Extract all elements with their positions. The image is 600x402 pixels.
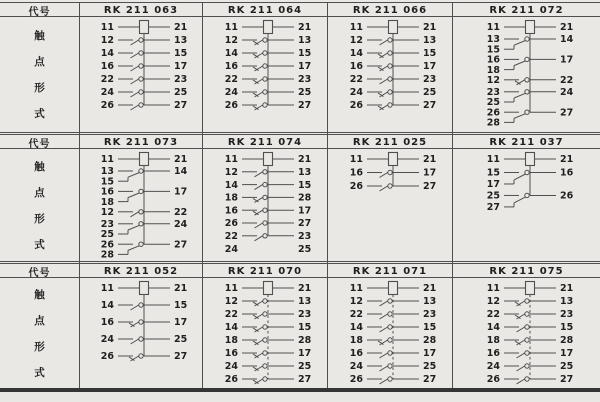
coil-symbol (264, 21, 273, 34)
terminal-label: 18 (224, 335, 238, 347)
body-row (0, 278, 600, 388)
terminal-label: 26 (224, 218, 238, 230)
terminal-label: 11 (349, 154, 363, 166)
contact-diagram-cell (203, 278, 328, 388)
terminal-label: 11 (486, 283, 500, 295)
terminal-label: 16 (486, 348, 500, 360)
terminal-label: 21 (559, 283, 573, 295)
terminal-label: 27 (486, 202, 500, 214)
terminal-label: 15 (423, 48, 437, 60)
contact-form-label-char: 触 (34, 288, 45, 301)
terminal-label: 17 (423, 348, 437, 360)
terminal-label: 13 (298, 296, 312, 308)
terminal-label: 12 (100, 207, 114, 218)
model-header-cell: RK 211 070 (203, 264, 328, 279)
terminal-label: 11 (100, 154, 114, 166)
contact-form-label-column (0, 278, 80, 388)
terminal-label: 16 (100, 61, 114, 73)
terminal-label: 24 (559, 87, 573, 98)
terminal-label: 16 (349, 61, 363, 73)
terminal-label: 23 (559, 309, 573, 321)
terminal-label: 24 (100, 334, 114, 346)
terminal-label: 26 (224, 374, 238, 386)
terminal-label: 22 (224, 309, 238, 321)
terminal-label: 12 (486, 296, 500, 308)
terminal-label: 25 (298, 361, 312, 373)
terminal-label: 15 (423, 322, 437, 334)
terminal-label: 28 (423, 335, 437, 347)
terminal-label: 24 (349, 361, 363, 373)
terminal-label: 23 (486, 87, 500, 98)
terminal-label: 11 (486, 154, 500, 166)
contact-diagram (328, 17, 452, 132)
model-header-cell: RK 211 075 (489, 266, 564, 277)
terminal-label: 27 (559, 107, 573, 119)
contact-form-label-char: 式 (34, 238, 45, 251)
terminal-label: 21 (298, 283, 312, 295)
terminal-label: 22 (486, 309, 500, 321)
terminal-label: 28 (100, 249, 114, 261)
header-row (0, 3, 600, 17)
terminal-label: 27 (174, 239, 188, 251)
terminal-label: 23 (100, 219, 114, 230)
terminal-label: 22 (224, 231, 238, 242)
contact-diagram (454, 149, 600, 261)
coil-symbol (264, 282, 273, 295)
model-header-cell: RK 211 064 (203, 3, 328, 18)
terminal-label: 26 (486, 374, 500, 386)
terminal-label: 11 (100, 283, 114, 295)
contact-diagram-cell (203, 149, 328, 261)
terminal-label: 11 (224, 154, 238, 166)
contact-diagram-cell (328, 149, 453, 261)
terminal-label: 26 (486, 107, 500, 119)
terminal-label: 15 (559, 322, 573, 334)
terminal-label: 26 (100, 351, 114, 363)
code-header-cell: 代号 (0, 135, 80, 150)
terminal-label: 21 (423, 283, 437, 295)
terminal-label: 27 (174, 351, 188, 363)
terminal-label: 27 (423, 374, 437, 386)
terminal-label: 26 (100, 239, 114, 251)
terminal-label: 17 (298, 205, 312, 217)
terminal-label: 27 (559, 374, 573, 386)
terminal-label: 18 (100, 196, 114, 208)
terminal-label: 25 (100, 229, 114, 241)
contact-diagram (203, 149, 327, 261)
contact-form-label-column (0, 149, 80, 261)
coil-symbol (140, 153, 149, 166)
terminal-label: 15 (174, 48, 188, 60)
contact-diagram-cell (328, 17, 453, 132)
terminal-label: 21 (174, 154, 188, 166)
terminal-label: 25 (174, 87, 188, 99)
terminal-label: 18 (349, 335, 363, 347)
terminal-label: 13 (174, 35, 188, 47)
coil-symbol (389, 153, 398, 166)
terminal-label: 27 (298, 218, 312, 230)
terminal-label: 21 (423, 154, 437, 166)
terminal-label: 16 (100, 186, 114, 198)
terminal-label: 24 (224, 361, 238, 373)
terminal-label: 22 (349, 309, 363, 321)
contact-form-label-char: 形 (34, 82, 45, 94)
terminal-label: 12 (349, 35, 363, 47)
table-bottom-border (0, 388, 600, 392)
terminal-label: 26 (349, 181, 363, 193)
terminal-label: 11 (224, 22, 238, 34)
body-row (0, 17, 600, 132)
terminal-label: 12 (224, 35, 238, 47)
terminal-label: 13 (100, 166, 114, 178)
terminal-label: 17 (174, 61, 188, 73)
contact-diagram (80, 17, 202, 132)
terminal-label: 23 (174, 74, 188, 86)
terminal-label: 12 (224, 167, 238, 178)
coil-symbol (389, 21, 398, 34)
contact-form-label-column (0, 17, 80, 132)
terminal-label: 25 (486, 97, 500, 109)
contact-diagram-cell (328, 278, 453, 388)
terminal-label: 23 (298, 309, 312, 321)
coil-symbol (525, 21, 534, 34)
terminal-label: 24 (174, 219, 188, 230)
model-header-cell: RK 211 071 (328, 264, 453, 279)
coil-symbol (140, 21, 149, 34)
body-row (0, 149, 600, 261)
terminal-label: 27 (174, 100, 188, 112)
contact-diagram (80, 149, 202, 261)
terminal-label: 17 (298, 348, 312, 360)
terminal-label: 15 (100, 176, 114, 188)
terminal-label: 15 (486, 167, 500, 179)
terminal-label: 27 (423, 181, 437, 193)
model-header-cell: RK 211 074 (203, 135, 328, 150)
terminal-label: 14 (224, 48, 238, 60)
contact-diagram (328, 278, 452, 388)
contact-form-label-char: 式 (34, 366, 45, 379)
terminal-label: 22 (349, 74, 363, 86)
contact-diagram-cell (80, 149, 203, 261)
contact-diagram (328, 149, 452, 261)
terminal-label: 14 (349, 48, 363, 60)
terminal-label: 17 (174, 186, 188, 198)
terminal-label: 25 (423, 87, 437, 99)
terminal-label: 15 (298, 179, 312, 191)
terminal-label: 14 (100, 300, 114, 312)
terminal-label: 13 (559, 296, 573, 308)
terminal-label: 25 (174, 334, 188, 346)
terminal-label: 16 (100, 317, 114, 329)
terminal-label: 25 (298, 87, 312, 99)
contact-form-label-char: 式 (34, 108, 45, 120)
terminal-label: 21 (559, 22, 573, 34)
terminal-label: 17 (174, 317, 188, 329)
model-header-cell: RK 211 037 (489, 137, 564, 148)
coil-symbol (389, 282, 398, 295)
terminal-label: 26 (100, 100, 114, 112)
terminal-label: 28 (298, 335, 312, 347)
model-header-cell: RK 211 063 (80, 3, 203, 18)
terminal-label: 16 (349, 348, 363, 360)
terminal-label: 25 (559, 361, 573, 373)
terminal-label: 16 (486, 54, 500, 66)
terminal-label: 17 (298, 61, 312, 73)
contact-diagram (454, 278, 600, 388)
model-header-cell: RK 211 025 (328, 135, 453, 150)
model-header-cell: RK 211 052 (80, 264, 203, 279)
header-row (0, 135, 600, 149)
terminal-label: 17 (486, 179, 500, 191)
terminal-label: 21 (298, 22, 312, 34)
terminal-label: 12 (349, 296, 363, 308)
terminal-label: 18 (486, 335, 500, 347)
terminal-label: 11 (349, 283, 363, 295)
contact-diagram-cell (453, 17, 600, 132)
terminal-label: 22 (224, 74, 238, 86)
terminal-label: 23 (423, 74, 437, 86)
terminal-label: 14 (224, 179, 238, 191)
coil-symbol (525, 153, 534, 166)
model-header-cell: RK 211 072 (489, 5, 564, 16)
terminal-label: 26 (559, 190, 573, 202)
coil-symbol (140, 282, 149, 295)
terminal-label: 27 (298, 374, 312, 386)
terminal-label: 16 (559, 167, 573, 179)
terminal-label: 17 (559, 348, 573, 360)
terminal-label: 13 (298, 35, 312, 47)
terminal-label: 24 (224, 87, 238, 99)
terminal-label: 24 (486, 361, 500, 373)
terminal-label: 28 (486, 117, 500, 129)
coil-symbol (525, 282, 534, 295)
terminal-label: 23 (423, 309, 437, 321)
contact-form-label-char: 点 (34, 56, 45, 68)
terminal-label: 13 (298, 167, 312, 178)
contact-diagram (203, 17, 327, 132)
terminal-label: 12 (224, 296, 238, 308)
header-row (0, 264, 600, 278)
contact-diagram-cell (80, 17, 203, 132)
terminal-label: 21 (423, 22, 437, 34)
terminal-label: 16 (224, 348, 238, 360)
terminal-label: 23 (298, 231, 312, 242)
code-header-cell: 代号 (0, 264, 80, 279)
terminal-label: 11 (486, 22, 500, 34)
terminal-label: 14 (174, 166, 188, 178)
terminal-label: 12 (486, 75, 500, 86)
terminal-label: 22 (174, 207, 188, 218)
terminal-label: 18 (224, 192, 238, 204)
terminal-label: 13 (486, 34, 500, 46)
terminal-label: 13 (423, 35, 437, 47)
terminal-label: 27 (298, 100, 312, 112)
terminal-label: 15 (486, 44, 500, 56)
terminal-label: 17 (423, 167, 437, 179)
terminal-label: 26 (349, 100, 363, 112)
terminal-label: 24 (349, 87, 363, 99)
relay-contact-table-page (0, 2, 600, 402)
terminal-label: 21 (174, 22, 188, 34)
terminal-label: 12 (100, 35, 114, 47)
terminal-label: 14 (559, 34, 573, 46)
terminal-label: 11 (224, 283, 238, 295)
contact-form-label-char: 形 (34, 340, 45, 353)
terminal-label: 16 (224, 61, 238, 73)
terminal-label: 26 (349, 374, 363, 386)
terminal-label: 21 (559, 154, 573, 166)
terminal-label: 15 (298, 322, 312, 334)
terminal-label: 13 (423, 296, 437, 308)
terminal-label: 21 (298, 154, 312, 166)
contact-form-label-char: 点 (34, 314, 45, 327)
model-header-cell: RK 211 066 (328, 3, 453, 18)
terminal-label: 11 (100, 22, 114, 34)
contact-diagram-cell (80, 278, 203, 388)
contact-diagram-cell (203, 17, 328, 132)
terminal-label: 28 (298, 192, 312, 204)
terminal-label: 14 (486, 322, 500, 334)
contact-diagram-cell (453, 149, 600, 261)
terminal-label: 24 (224, 243, 238, 255)
code-header-cell: 代号 (0, 3, 80, 18)
terminal-label: 21 (174, 283, 188, 295)
terminal-label: 18 (486, 64, 500, 76)
coil-symbol (264, 153, 273, 166)
terminal-label: 22 (559, 75, 573, 86)
contact-form-label-char: 形 (34, 212, 45, 225)
terminal-label: 25 (486, 190, 500, 202)
terminal-label: 14 (100, 48, 114, 60)
terminal-label: 25 (423, 361, 437, 373)
contact-form-label-char: 触 (34, 160, 45, 173)
contact-diagram (203, 278, 327, 388)
terminal-label: 22 (100, 74, 114, 86)
terminal-label: 16 (224, 205, 238, 217)
terminal-label: 23 (298, 74, 312, 86)
contact-diagram (454, 17, 600, 132)
contact-form-label-char: 点 (34, 186, 45, 199)
terminal-label: 25 (298, 243, 312, 255)
terminal-label: 26 (224, 100, 238, 112)
terminal-label: 15 (174, 300, 188, 312)
terminal-label: 28 (559, 335, 573, 347)
terminal-label: 15 (298, 48, 312, 60)
terminal-label: 17 (423, 61, 437, 73)
contact-diagram-cell (453, 278, 600, 388)
terminal-label: 11 (349, 22, 363, 34)
terminal-label: 14 (224, 322, 238, 334)
terminal-label: 24 (100, 87, 114, 99)
contact-form-table (0, 2, 600, 388)
contact-diagram (80, 278, 202, 388)
terminal-label: 14 (349, 322, 363, 334)
contact-form-label-char: 触 (34, 30, 45, 42)
terminal-label: 17 (559, 54, 573, 66)
terminal-label: 27 (423, 100, 437, 112)
model-header-cell: RK 211 073 (80, 135, 203, 150)
terminal-label: 16 (349, 167, 363, 179)
